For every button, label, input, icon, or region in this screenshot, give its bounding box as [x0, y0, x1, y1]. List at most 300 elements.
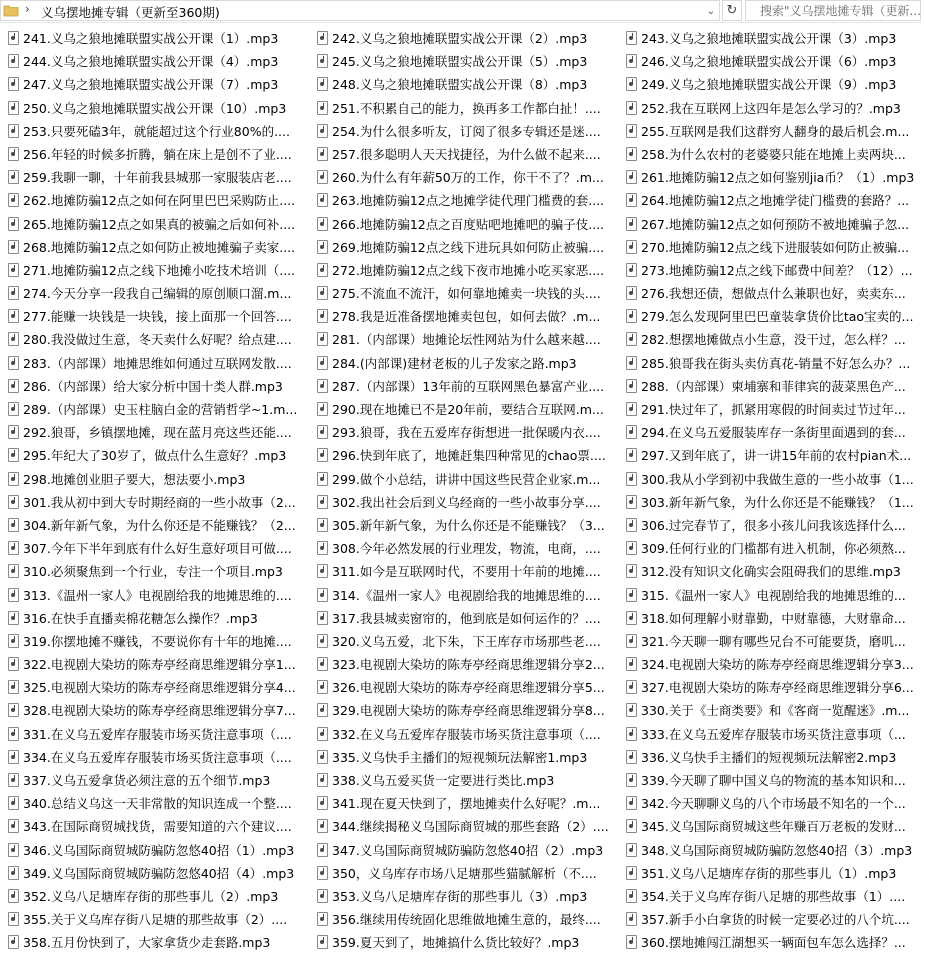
file-name: 241.义乌之狼地摊联盟实战公开课（1）.mp3: [23, 31, 279, 46]
file-item[interactable]: [317, 723, 617, 746]
file-item[interactable]: [626, 885, 926, 908]
audio-file-icon: [626, 935, 637, 949]
file-name: 308.今年必然发展的行业理发，物流，电商，....: [332, 541, 601, 557]
file-item[interactable]: [8, 676, 308, 699]
file-item[interactable]: [317, 607, 617, 630]
file-item[interactable]: [626, 769, 926, 792]
file-item[interactable]: [317, 653, 617, 676]
file-item[interactable]: [317, 815, 617, 838]
file-item[interactable]: [8, 143, 308, 166]
file-name: 314.《温州一家人》电视剧给我的地摊思维的....: [332, 587, 601, 603]
file-name: 258.为什么农村的老婆婆只能在地摊上卖两块...: [641, 146, 906, 162]
file-item[interactable]: [317, 421, 617, 444]
file-name: 319.你摆地摊不赚钱，不要说你有十年的地摊....: [23, 633, 292, 649]
audio-file-icon: [626, 750, 637, 764]
explorer-toolbar: [0, 0, 921, 23]
file-item[interactable]: [626, 143, 926, 166]
file-item[interactable]: [626, 352, 926, 375]
file-item[interactable]: [317, 468, 617, 491]
file-name: 245.义乌之狼地摊联盟实战公开课（5）.mp3: [332, 54, 588, 70]
file-item[interactable]: [8, 537, 308, 560]
file-item[interactable]: [317, 931, 617, 954]
audio-file-icon: [317, 170, 328, 184]
audio-file-icon: [626, 495, 637, 509]
file-item[interactable]: [626, 746, 926, 769]
file-name: 267.地摊防骗12点之如何预防不被地摊骗子忽...: [641, 216, 910, 232]
file-name: 285.狼哥我在街头卖仿真花-销量不好怎么办？...: [641, 355, 911, 371]
file-item[interactable]: [8, 259, 308, 282]
file-name: 331.在义乌五爱库存服装市场买货注意事项（....: [23, 726, 292, 742]
file-name: 333.在义乌五爱库存服装市场买货注意事项（...: [641, 726, 906, 742]
audio-file-icon: [626, 286, 637, 300]
audio-file-icon: [8, 356, 19, 370]
file-name: 290.现在地摊已不是20年前，要结合互联网.m...: [332, 402, 604, 417]
file-item[interactable]: [317, 630, 617, 653]
file-name: 339.今天聊了聊中国义乌的物流的基本知识和...: [641, 773, 906, 788]
file-item[interactable]: [626, 305, 926, 328]
audio-file-icon: [8, 541, 19, 555]
file-name: 262.地摊防骗12点之如何在阿里巴巴采购防止....: [23, 193, 296, 209]
file-item[interactable]: [626, 630, 926, 653]
audio-file-icon: [8, 379, 19, 393]
file-item[interactable]: [317, 352, 617, 375]
file-name: 358.五月份快到了，大家拿货少走套路.mp3: [23, 935, 271, 951]
file-item[interactable]: [317, 746, 617, 769]
file-item[interactable]: [8, 792, 308, 815]
file-name: 355.关于义乌库存街八足塘的那些故事（2）....: [23, 912, 288, 928]
file-name: 259.我聊一聊，十年前我县城那一家服装店老....: [23, 170, 292, 186]
file-item[interactable]: [8, 73, 308, 96]
audio-file-icon: [8, 448, 19, 462]
file-column-1: [8, 27, 308, 955]
audio-file-icon: [626, 541, 637, 555]
audio-file-icon: [626, 518, 637, 532]
file-name: 283.（内部课）地摊思维如何通过互联网发散....: [23, 355, 292, 371]
audio-file-icon: [317, 309, 328, 323]
file-column-3: [626, 27, 926, 955]
file-item[interactable]: [317, 73, 617, 96]
file-name: 338.义乌五爱买货一定要进行类比.mp3: [332, 773, 555, 788]
file-name: 313.《温州一家人》电视剧给我的地摊思维的....: [23, 587, 292, 603]
file-name: 341.现在夏天快到了，摆地摊卖什么好呢？.m...: [332, 796, 601, 812]
file-item[interactable]: [626, 120, 926, 143]
file-item[interactable]: [626, 282, 926, 305]
file-item[interactable]: [8, 97, 308, 120]
audio-file-icon: [317, 217, 328, 231]
file-name: 256.年轻的时候多折腾，躺在床上是创不了业....: [23, 146, 292, 162]
file-name: 265.地摊防骗12点之如果真的被骗之后如何补....: [23, 216, 296, 232]
file-item[interactable]: [626, 723, 926, 746]
audio-file-icon: [8, 935, 19, 949]
audio-file-icon: [317, 680, 328, 694]
file-name: 280.我没做过生意，冬天卖什么好呢？给点建....: [23, 332, 292, 348]
audio-file-icon: [317, 425, 328, 439]
file-item[interactable]: [8, 491, 308, 514]
file-name: 352.义乌八足塘库存街的那些事儿（2）.mp3: [23, 888, 279, 904]
file-name: 325.电视剧大染坊的陈寿亭经商思维逻辑分享4...: [23, 680, 296, 696]
file-name: 264.地摊防骗12点之地摊学徒门槛费的套路？...: [641, 193, 910, 209]
file-name: 242.义乌之狼地摊联盟实战公开课（2）.mp3: [332, 31, 588, 46]
file-item[interactable]: [8, 815, 308, 838]
file-item[interactable]: [626, 328, 926, 351]
audio-file-icon: [317, 240, 328, 254]
file-name: 303.新年新气象，为什么你还是不能赚钱？（1...: [641, 494, 914, 510]
file-item[interactable]: [626, 699, 926, 722]
file-name: 271.地摊防骗12点之线下地摊小吃技术培训（....: [23, 262, 296, 278]
audio-file-icon: [8, 309, 19, 323]
file-item[interactable]: [317, 885, 617, 908]
audio-file-icon: [8, 611, 19, 625]
file-item[interactable]: [626, 491, 926, 514]
file-name: 299.做个小总结，讲讲中国这些民营企业家.m...: [332, 471, 601, 487]
file-name: 316.在快手直播卖棉花糖怎么操作？.mp3: [23, 610, 258, 626]
audio-file-icon: [317, 796, 328, 810]
file-item[interactable]: [8, 746, 308, 769]
file-name: 297.又到年底了，讲一讲15年前的农村pian术...: [641, 448, 912, 464]
file-item[interactable]: [317, 560, 617, 583]
file-name: 243.义乌之狼地摊联盟实战公开课（3）.mp3: [641, 31, 897, 46]
audio-file-icon: [626, 472, 637, 486]
file-item[interactable]: [626, 676, 926, 699]
file-name: 282.想摆地摊做点小生意，没干过，怎么样？...: [641, 332, 906, 348]
file-name: 304.新年新气象，为什么你还是不能赚钱？（2...: [23, 517, 296, 533]
file-item[interactable]: [317, 50, 617, 73]
file-item[interactable]: [317, 537, 617, 560]
audio-file-icon: [8, 193, 19, 207]
audio-file-icon: [8, 425, 19, 439]
file-name: 257.很多聪明人天天找捷径，为什么做不起来....: [332, 146, 601, 162]
file-name: 353.义乌八足塘库存街的那些事儿（3）.mp3: [332, 888, 588, 904]
audio-file-icon: [8, 889, 19, 903]
file-item[interactable]: [8, 908, 308, 931]
file-item[interactable]: [8, 27, 308, 50]
file-name: 298.地摊创业胆子要大，想法要小.mp3: [23, 471, 246, 487]
audio-file-icon: [626, 54, 637, 68]
file-item[interactable]: [317, 491, 617, 514]
file-name: 317.我县城卖窗帘的，他到底是如何运作的？....: [332, 610, 601, 626]
file-name: 347.义乌国际商贸城防骗防忽悠40招（2）.mp3: [332, 842, 604, 858]
file-item[interactable]: [626, 584, 926, 607]
audio-file-icon: [317, 147, 328, 161]
file-item[interactable]: [8, 468, 308, 491]
audio-file-icon: [317, 54, 328, 68]
file-name: 287.（内部课）13年前的互联网黑色暴富产业....: [332, 378, 605, 394]
file-item[interactable]: [8, 862, 308, 885]
file-name: 321.今天聊一聊有哪些兄台不可能要货，磨叽...: [641, 633, 906, 649]
file-item[interactable]: [626, 560, 926, 583]
file-item[interactable]: [317, 908, 617, 931]
audio-file-icon: [317, 286, 328, 300]
audio-file-icon: [317, 866, 328, 880]
file-name: 246.义乌之狼地摊联盟实战公开课（6）.mp3: [641, 54, 897, 70]
audio-file-icon: [626, 170, 637, 184]
file-item[interactable]: [317, 328, 617, 351]
file-item[interactable]: [317, 97, 617, 120]
file-item[interactable]: [8, 50, 308, 73]
audio-file-icon: [626, 564, 637, 578]
audio-file-icon: [626, 425, 637, 439]
audio-file-icon: [317, 912, 328, 926]
file-name: 252.我在互联网上这四年是怎么学习的？.mp3: [641, 100, 901, 116]
file-item[interactable]: [317, 699, 617, 722]
audio-file-icon: [8, 124, 19, 138]
audio-file-icon: [8, 472, 19, 486]
audio-file-icon: [8, 217, 19, 231]
file-name: 330.关于《士商类要》和《客商一览醒迷》.m...: [641, 703, 910, 719]
audio-file-icon: [626, 680, 637, 694]
audio-file-icon: [317, 31, 328, 45]
chevron-right-icon[interactable]: ›: [25, 2, 30, 16]
audio-file-icon: [626, 402, 637, 416]
audio-file-icon: [626, 889, 637, 903]
audio-file-icon: [8, 843, 19, 857]
file-item[interactable]: [317, 166, 617, 189]
file-name: 357.新手小白拿货的时候一定要必过的八个坑....: [641, 912, 910, 928]
audio-file-icon: [317, 379, 328, 393]
file-name: 322.电视剧大染坊的陈寿亭经商思维逻辑分享1...: [23, 657, 296, 673]
audio-file-icon: [626, 217, 637, 231]
file-name: 354.关于义乌库存街八足塘的那些故事（1）....: [641, 888, 906, 904]
audio-file-icon: [8, 773, 19, 787]
folder-icon: [4, 5, 18, 16]
file-name: 263.地摊防骗12点之地摊学徒代理门槛费的套....: [332, 193, 605, 209]
audio-file-icon: [626, 124, 637, 138]
file-name: 348.义乌国际商贸城防骗防忽悠40招（3）.mp3: [641, 842, 913, 858]
audio-file-icon: [8, 657, 19, 671]
audio-file-icon: [8, 634, 19, 648]
file-item[interactable]: [8, 723, 308, 746]
file-item[interactable]: [8, 444, 308, 467]
audio-file-icon: [8, 796, 19, 810]
file-name: 351.义乌八足塘库存街的那些事儿（1）.mp3: [641, 865, 897, 881]
file-name: 345.义乌国际商贸城这些年赚百万老板的发财...: [641, 819, 906, 835]
file-item[interactable]: [8, 630, 308, 653]
chevron-down-icon[interactable]: ⌄: [706, 6, 716, 17]
file-item[interactable]: [626, 514, 926, 537]
file-item[interactable]: [8, 653, 308, 676]
file-name: 326.电视剧大染坊的陈寿亭经商思维逻辑分享5...: [332, 680, 605, 696]
file-item[interactable]: [8, 584, 308, 607]
file-item[interactable]: [8, 421, 308, 444]
file-item[interactable]: [317, 305, 617, 328]
file-item[interactable]: [626, 259, 926, 282]
audio-file-icon: [8, 912, 19, 926]
file-item[interactable]: [626, 421, 926, 444]
audio-file-icon: [317, 564, 328, 578]
audio-file-icon: [8, 819, 19, 833]
audio-file-icon: [8, 170, 19, 184]
file-item[interactable]: [626, 537, 926, 560]
file-item[interactable]: [8, 282, 308, 305]
audio-file-icon: [317, 332, 328, 346]
file-item[interactable]: [8, 352, 308, 375]
file-item[interactable]: [8, 213, 308, 236]
file-item[interactable]: [8, 328, 308, 351]
file-item[interactable]: [317, 584, 617, 607]
file-name: 324.电视剧大染坊的陈寿亭经商思维逻辑分享3...: [641, 657, 914, 673]
audio-file-icon: [626, 356, 637, 370]
file-item[interactable]: [8, 560, 308, 583]
audio-file-icon: [317, 472, 328, 486]
file-name: 268.地摊防骗12点之如何防止被地摊骗子卖家....: [23, 239, 296, 255]
file-name: 274.今天分享一段我自己编辑的原创顺口溜.m...: [23, 286, 292, 302]
file-item[interactable]: [8, 189, 308, 212]
file-item[interactable]: [8, 236, 308, 259]
refresh-button[interactable]: [722, 0, 742, 21]
file-item[interactable]: [317, 282, 617, 305]
file-item[interactable]: [8, 375, 308, 398]
audio-file-icon: [626, 240, 637, 254]
file-item[interactable]: [8, 398, 308, 421]
audio-file-icon: [317, 101, 328, 115]
file-name: 266.地摊防骗12点之百度贴吧地摊吧的骗子伎....: [332, 216, 605, 232]
file-item[interactable]: [317, 236, 617, 259]
refresh-icon: ↻: [726, 3, 738, 18]
file-name: 269.地摊防骗12点之线下进玩具如何防止被骗....: [332, 239, 605, 255]
audio-file-icon: [317, 703, 328, 717]
file-item[interactable]: [317, 514, 617, 537]
file-name: 249.义乌之狼地摊联盟实战公开课（9）.mp3: [641, 77, 897, 93]
file-item[interactable]: [317, 398, 617, 421]
file-item[interactable]: [626, 73, 926, 96]
file-item[interactable]: [626, 607, 926, 630]
audio-file-icon: [626, 77, 637, 91]
file-name: 336.义乌快手主播们的短视频玩法解密2.mp3: [641, 749, 897, 765]
file-item[interactable]: [317, 27, 617, 50]
address-bar[interactable]: [0, 0, 720, 21]
file-name: 300.我从小学到初中我做生意的一些小故事（1...: [641, 471, 914, 487]
file-item[interactable]: [626, 792, 926, 815]
file-name: 349.义乌国际商贸城防骗防忽悠40招（4）.mp3: [23, 865, 295, 881]
file-item[interactable]: [626, 236, 926, 259]
file-name: 292.狼哥，乡镇摆地摊，现在蓝月亮这些还能....: [23, 425, 292, 441]
file-item[interactable]: [626, 931, 926, 954]
file-name: 250.义乌之狼地摊联盟实战公开课（10）.mp3: [23, 100, 287, 116]
audio-file-icon: [317, 611, 328, 625]
file-item[interactable]: [317, 143, 617, 166]
file-item[interactable]: [317, 213, 617, 236]
audio-file-icon: [317, 77, 328, 91]
file-item[interactable]: [626, 375, 926, 398]
audio-file-icon: [626, 866, 637, 880]
file-item[interactable]: [8, 769, 308, 792]
file-item[interactable]: [8, 839, 308, 862]
file-name: 320.义乌五爱，北下朱，下王库存市场那些老....: [332, 633, 601, 649]
file-name: 251.不积累自己的能力，换再多工作都白扯！....: [332, 100, 601, 116]
file-item[interactable]: [317, 120, 617, 143]
file-name: 323.电视剧大染坊的陈寿亭经商思维逻辑分享2...: [332, 657, 605, 673]
file-item[interactable]: [626, 398, 926, 421]
audio-file-icon: [8, 77, 19, 91]
file-item[interactable]: [626, 213, 926, 236]
file-item[interactable]: [8, 305, 308, 328]
file-name: 254.为什么很多听友，订阅了很多专辑还是迷....: [332, 123, 601, 139]
file-item[interactable]: [8, 931, 308, 954]
file-name: 328.电视剧大染坊的陈寿亭经商思维逻辑分享7...: [23, 703, 296, 719]
audio-file-icon: [317, 124, 328, 138]
audio-file-icon: [317, 541, 328, 555]
file-name: 248.义乌之狼地摊联盟实战公开课（8）.mp3: [332, 77, 588, 93]
file-name: 277.能赚一块钱是一块钱，接上面那一个回答....: [23, 309, 292, 325]
file-name: 344.继续揭秘义乌国际商贸城的那些套路（2）....: [332, 819, 609, 835]
audio-file-icon: [8, 31, 19, 45]
file-item[interactable]: [626, 166, 926, 189]
file-item[interactable]: [626, 27, 926, 50]
audio-file-icon: [8, 286, 19, 300]
file-item[interactable]: [626, 444, 926, 467]
audio-file-icon: [626, 332, 637, 346]
file-name: 332.在义乌五爱库存服装市场买货注意事项（....: [332, 726, 601, 742]
file-item[interactable]: [626, 862, 926, 885]
file-item[interactable]: [8, 166, 308, 189]
file-item[interactable]: [317, 792, 617, 815]
file-item[interactable]: [317, 769, 617, 792]
audio-file-icon: [317, 356, 328, 370]
file-item[interactable]: [626, 839, 926, 862]
file-name: 253.只要死磕3年，就能超过这个行业80%的....: [23, 123, 290, 139]
audio-file-icon: [8, 263, 19, 277]
file-name: 273.地摊防骗12点之线下邮费中间差？（12）...: [641, 262, 913, 278]
file-name: 306.过完春节了，很多小孩儿问我该选择什么...: [641, 517, 906, 533]
search-box[interactable]: [745, 0, 921, 21]
file-item[interactable]: [317, 444, 617, 467]
audio-file-icon: [8, 588, 19, 602]
file-item[interactable]: [626, 468, 926, 491]
breadcrumb-current-folder[interactable]: 义乌摆地摊专辑（更新至360期): [41, 5, 220, 20]
file-name: 247.义乌之狼地摊联盟实战公开课（7）.mp3: [23, 77, 279, 93]
audio-file-icon: [626, 727, 637, 741]
audio-file-icon: [626, 703, 637, 717]
file-item[interactable]: [317, 189, 617, 212]
audio-file-icon: [8, 402, 19, 416]
file-item[interactable]: [8, 120, 308, 143]
file-item[interactable]: [317, 862, 617, 885]
audio-file-icon: [317, 935, 328, 949]
file-item[interactable]: [317, 259, 617, 282]
file-name: 279.怎么发现阿里巴巴童装拿货价比tao宝卖的...: [641, 309, 914, 325]
audio-file-icon: [626, 448, 637, 462]
search-input[interactable]: [746, 1, 922, 20]
file-item[interactable]: [626, 815, 926, 838]
file-name: 275.不流血不流汗，如何靠地摊卖一块钱的头....: [332, 286, 601, 302]
file-list: [0, 27, 921, 951]
audio-file-icon: [317, 402, 328, 416]
audio-file-icon: [626, 309, 637, 323]
file-name: 335.义乌快手主播们的短视频玩法解密1.mp3: [332, 749, 588, 765]
file-item[interactable]: [626, 653, 926, 676]
file-item[interactable]: [626, 908, 926, 931]
audio-file-icon: [317, 588, 328, 602]
file-item[interactable]: [626, 97, 926, 120]
audio-file-icon: [317, 495, 328, 509]
file-item[interactable]: [317, 375, 617, 398]
file-name: 311.如今是互联网时代，不要用十年前的地摊....: [332, 564, 601, 580]
file-item[interactable]: [317, 839, 617, 862]
audio-file-icon: [317, 889, 328, 903]
audio-file-icon: [626, 263, 637, 277]
file-item[interactable]: [626, 50, 926, 73]
file-item[interactable]: [8, 607, 308, 630]
file-name: 329.电视剧大染坊的陈寿亭经商思维逻辑分享8...: [332, 703, 605, 719]
file-name: 260.为什么有年薪50万的工作，你干不了？.m...: [332, 170, 604, 186]
file-item[interactable]: [8, 885, 308, 908]
file-name: 334.在义乌五爱库存服装市场买货注意事项（....: [23, 749, 292, 765]
file-item[interactable]: [626, 189, 926, 212]
audio-file-icon: [317, 843, 328, 857]
file-item[interactable]: [8, 514, 308, 537]
file-item[interactable]: [317, 676, 617, 699]
file-item[interactable]: [8, 699, 308, 722]
